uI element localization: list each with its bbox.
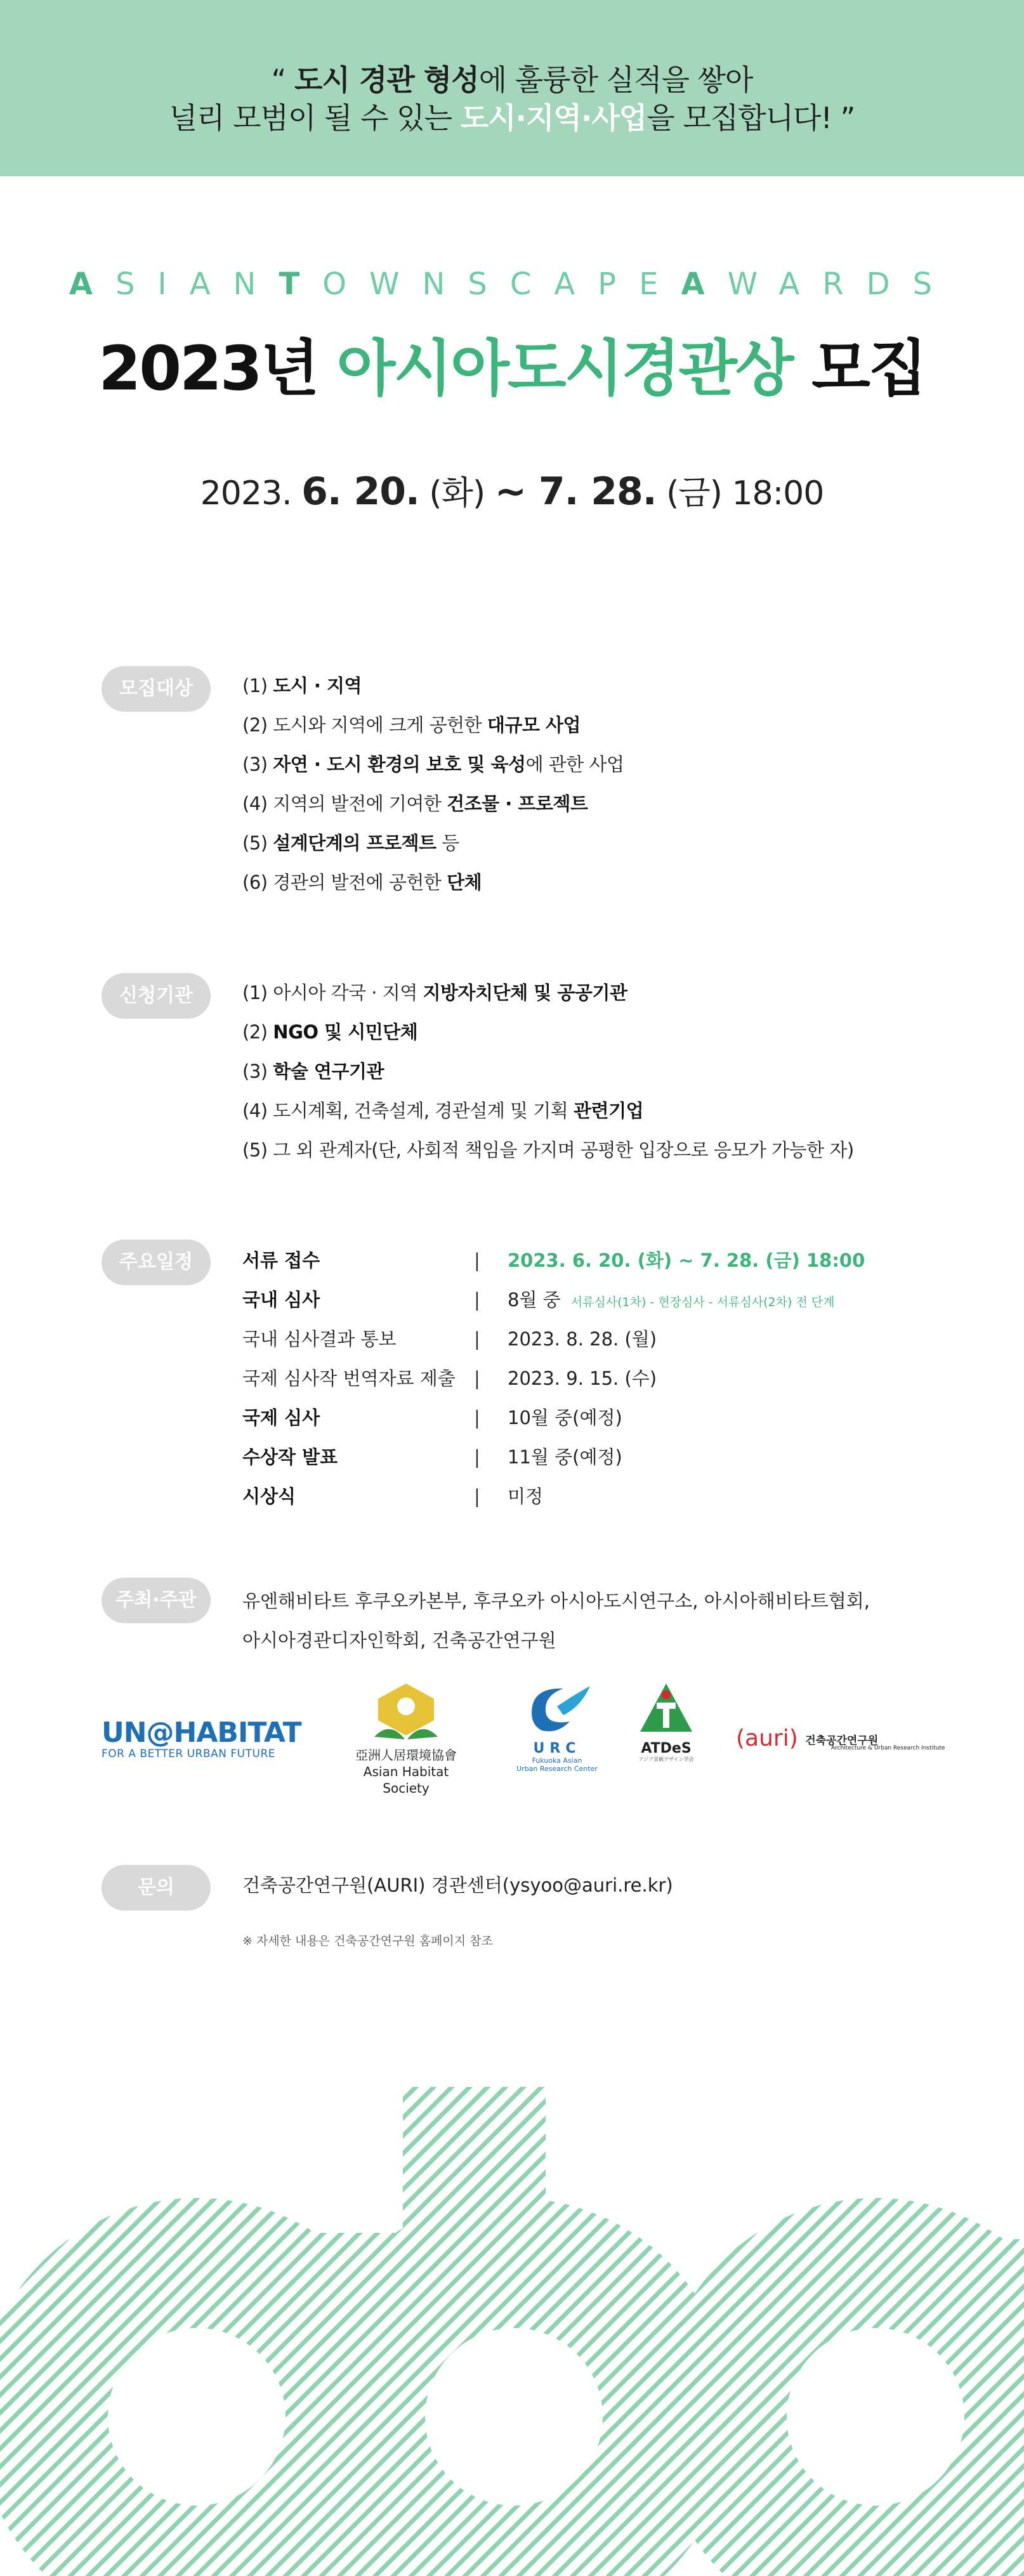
- awards-letter: S: [912, 266, 955, 302]
- atdes-emblem-icon: [638, 1681, 695, 1738]
- banner-line-1: “ 도시 경관 형성에 훌륭한 실적을 쌓아: [271, 63, 753, 97]
- tag-schedule: 주요일정: [102, 1239, 211, 1285]
- awards-letter: A: [69, 266, 116, 302]
- list-item: (4) 지역의 발전에 기여한 건조물 · 프로젝트: [242, 793, 588, 814]
- applicant-list: [242, 978, 854, 1175]
- schedule-label: 국제 심사작 번역자료 제출: [242, 1368, 456, 1389]
- schedule-label: 수상작 발표: [242, 1446, 338, 1468]
- ahs-emblem-icon: [368, 1681, 444, 1744]
- schedule-label: 국내 심사: [242, 1289, 320, 1311]
- list-item: (4) 도시계획, 건축설계, 경관설계 및 기획 관련기업: [242, 1100, 644, 1121]
- list-item: (5) 그 외 관계자(단, 사회적 책임을 가지며 공평한 입장으로 응모가 가능한 자): [242, 1139, 854, 1161]
- schedule-separator: |: [474, 1486, 480, 1507]
- tag-contact: 문의: [102, 1865, 211, 1911]
- awards-letter: W: [369, 266, 423, 302]
- awards-letter: A: [189, 266, 233, 302]
- list-item: (5) 설계단계의 프로젝트 등: [242, 832, 459, 854]
- awards-letter: P: [598, 266, 640, 302]
- awards-letter: N: [422, 266, 468, 302]
- host-text: 유엔해비타트 후쿠오카본부, 후쿠오카 아시아도시연구소, 아시아해비타트협회, 아시아경관디자인학회, 건축공간연구원: [242, 1590, 870, 1651]
- application-period: 2023. 6. 20. (화) ~ 7. 28. (금) 18:00: [200, 469, 824, 514]
- schedule-value: 2023. 9. 15. (수): [508, 1368, 657, 1389]
- page-title: 2023년 아시아도시경관상 모집: [98, 333, 926, 404]
- unhabitat-logo: UN@HABITAT FOR A BETTER URBAN FUTURE: [102, 1716, 301, 1760]
- tag-applicant: 신청기관: [102, 973, 211, 1019]
- aba-hatched-decoration: [0, 2087, 1024, 2576]
- schedule-separator: |: [474, 1446, 480, 1468]
- awards-letter: R: [822, 266, 867, 302]
- list-item: (3) 학술 연구기관: [242, 1061, 384, 1082]
- contact-text: 건축공간연구원(AURI) 경관센터(ysyoo@auri.re.kr): [242, 1874, 673, 1896]
- atdes-logo: ATDeS アジア景観デザイン学会: [634, 1681, 698, 1763]
- awards-letter: I: [157, 266, 190, 302]
- awards-letter: T: [279, 266, 323, 302]
- target-list: [242, 671, 624, 907]
- title-highlight: 아시아도시경관상: [336, 333, 792, 404]
- tag-target: 모집대상: [102, 666, 211, 712]
- schedule-value: 2023. 8. 28. (월): [508, 1328, 657, 1350]
- footnote: ※ 자세한 내용은 건축공간연구원 홈페이지 참조: [242, 1934, 493, 1948]
- banner-highlight: 도시·지역·사업: [460, 101, 647, 135]
- asian-townscape-awards-wordmark: [0, 266, 1024, 302]
- schedule-separator: |: [474, 1250, 480, 1271]
- schedule-value: 2023. 6. 20. (화) ~ 7. 28. (금) 18:00: [508, 1250, 865, 1271]
- awards-letter: A: [681, 266, 728, 302]
- top-banner: [0, 0, 1024, 176]
- schedule-value: 미정: [508, 1486, 544, 1507]
- awards-letter: N: [233, 266, 279, 302]
- awards-letter: C: [509, 266, 555, 302]
- auri-logo: (auri) 건축공간연구원 Architecture & Urban Research Institute: [736, 1725, 945, 1751]
- schedule-value: 11월 중(예정): [508, 1446, 622, 1468]
- schedule-value: 10월 중(예정): [508, 1407, 622, 1429]
- awards-letter: A: [778, 266, 823, 302]
- awards-letter: O: [322, 266, 369, 302]
- schedule-separator: |: [474, 1328, 480, 1350]
- awards-letter: W: [727, 266, 779, 302]
- schedule-label: 국제 심사: [242, 1407, 320, 1429]
- list-item: (2) NGO 및 시민단체: [242, 1021, 418, 1043]
- banner-line-2: 널리 모범이 될 수 있는 도시·지역·사업을 모집합니다! ”: [169, 101, 855, 135]
- schedule-label: 서류 접수: [242, 1250, 320, 1271]
- awards-letter: S: [468, 266, 510, 302]
- awards-letter: E: [639, 266, 681, 302]
- list-item: (1) 아시아 각국 · 지역 지방자치단체 및 공공기관: [242, 982, 627, 1004]
- urc-swirl-icon: [519, 1681, 595, 1738]
- list-item: (1) 도시 · 지역: [242, 675, 362, 696]
- banner-bold-text: 도시 경관 형성: [294, 63, 479, 97]
- list-item: (6) 경관의 발전에 공헌한 단체: [242, 872, 482, 893]
- schedule-separator: |: [474, 1368, 480, 1389]
- asian-habitat-society-logo: 亞洲人居環境協會 Asian Habitat Society: [343, 1681, 469, 1796]
- schedule-value: 8월 중 서류심사(1차) - 현장심사 - 서류심사(2차) 전 단계: [508, 1289, 835, 1311]
- awards-letter: D: [866, 266, 913, 302]
- schedule-separator: |: [474, 1289, 480, 1311]
- schedule-separator: |: [474, 1407, 480, 1429]
- tag-host: 주최·주관: [102, 1578, 211, 1623]
- partner-logos: [0, 1681, 1024, 1795]
- list-item: (3) 자연 · 도시 환경의 보호 및 육성에 관한 사업: [242, 754, 624, 775]
- list-item: (2) 도시와 지역에 크게 공헌한 대규모 사업: [242, 714, 581, 736]
- schedule-label: 국내 심사결과 통보: [242, 1328, 397, 1350]
- urc-logo: URC Fukuoka Asian Urban Research Center: [513, 1681, 601, 1773]
- schedule-note: 서류심사(1차) - 현장심사 - 서류심사(2차) 전 단계: [570, 1295, 835, 1309]
- schedule-label: 시상식: [242, 1486, 296, 1507]
- awards-letter: A: [554, 266, 598, 302]
- awards-letter: S: [115, 266, 158, 302]
